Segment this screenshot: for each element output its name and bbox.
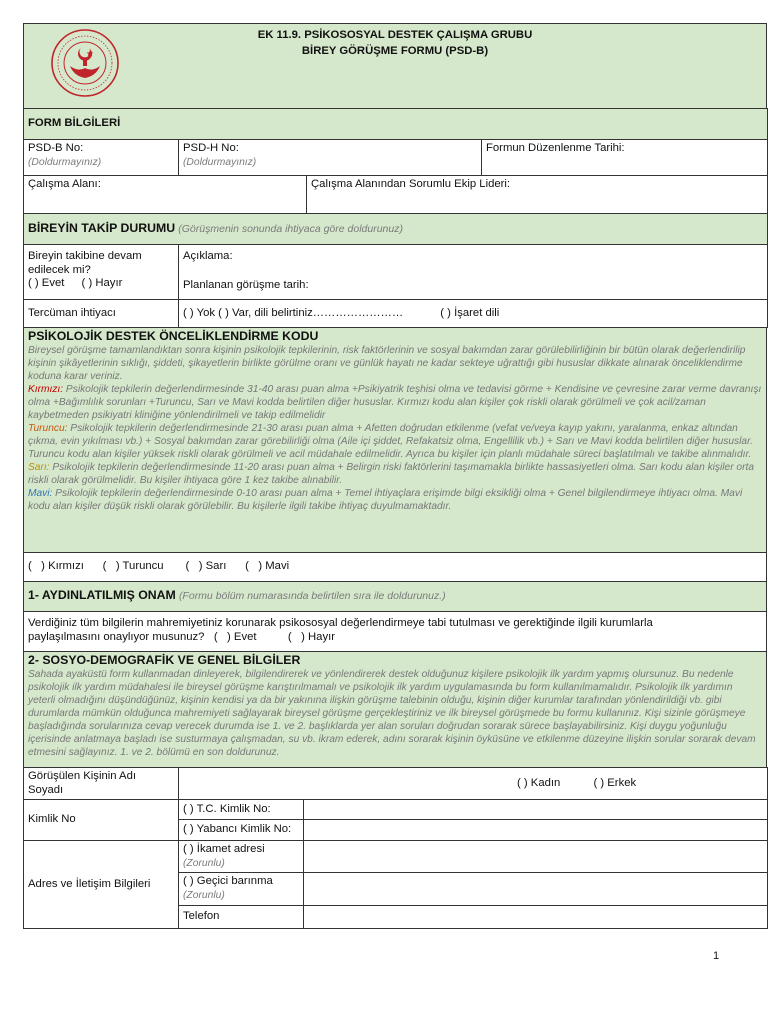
team-leader-field[interactable]: [307, 176, 768, 214]
consent-title: 1- AYDINLATILMIŞ ONAM: [28, 588, 176, 603]
socio-title: 2- SOSYO-DEMOGRAFİK VE GENEL BİLGİLER: [28, 653, 301, 667]
form-date-label: Formun Düzenlenme Tarihi:: [486, 142, 625, 154]
work-area-field[interactable]: [24, 176, 307, 214]
consent-question[interactable]: [24, 612, 767, 652]
page-number: 1: [713, 950, 720, 962]
interpreter-yes-checkbox[interactable]: ( ) Var, dili belirtiniz……………………: [218, 306, 404, 319]
follow-up-title: BİREYİN TAKİP DURUMU: [28, 220, 176, 235]
follow-up-yes-checkbox[interactable]: ( ) Evet: [28, 277, 65, 290]
form-info-table: [23, 108, 768, 176]
foreign-id-input[interactable]: [304, 820, 768, 841]
gender-male-checkbox[interactable]: ( ) Erkek: [593, 776, 637, 789]
residence-input[interactable]: [304, 841, 768, 873]
psdb-no-label: PSD-B No:: [28, 142, 84, 154]
tc-id-input[interactable]: [304, 800, 768, 820]
yellow-code-text: Psikolojik tepkilerin değerlendirmesinde 11-20 arası puan alma + Belirgin riski faktörlerini taşımamakla birlikte hassasiyetleri olma. Sarı kodu alan kişiler orta riskli olarak görülmelidir. Bu kişiler ihtiyaca göre 1 kez takibe alınabilir.: [28, 461, 754, 486]
psdh-no-field[interactable]: [179, 140, 482, 176]
consent-header: [24, 582, 767, 612]
temp-shelter-cell: [179, 873, 304, 905]
person-name-label: [24, 768, 179, 800]
person-info-table: [23, 767, 768, 929]
follow-up-table: [23, 213, 768, 328]
address-label: Adres ve İletişim Bilgileri: [24, 841, 179, 928]
socio-section: [24, 652, 767, 768]
follow-up-question-line2: edilecek mi?: [28, 263, 91, 276]
consent-text-line1: Verdiğiniz tüm bilgilerin mahremiyetiniz korunarak psikososyal değerlendirmeye tabi tutulması ve gerektiğinde ilgili kurumlarla: [28, 617, 653, 629]
follow-up-question-line1: Bireyin takibine devam: [28, 250, 142, 262]
interpreter-sign-checkbox[interactable]: ( ) İşaret dili: [440, 306, 500, 319]
explanation-label: Açıklama:: [183, 250, 233, 262]
consent-text-line2: paylaşılmasını onaylıyor musunuz? ( ) Evet ( ) Hayır: [28, 630, 335, 643]
priority-section: [24, 328, 767, 553]
follow-up-no-checkbox[interactable]: ( ) Hayır: [81, 277, 123, 290]
area-table: [23, 175, 768, 214]
psdb-no-field[interactable]: [24, 140, 179, 176]
priority-title: PSİKOLOJİK DESTEK ÖNCELİKLENDİRME KODU: [28, 329, 319, 343]
gender-female-checkbox[interactable]: ( ) Kadın: [517, 776, 561, 789]
blue-code-label: Mavi:: [28, 487, 53, 499]
id-no-label: Kimlik No: [24, 800, 179, 841]
team-leader-label: Çalışma Alanından Sorumlu Ekip Lideri:: [311, 178, 511, 190]
follow-up-note: (Görüşmenin sonunda ihtiyaca göre doldurunuz): [178, 222, 403, 235]
residence-checkbox[interactable]: ( ) İkamet adresi: [183, 843, 265, 856]
tc-id-checkbox[interactable]: ( ) T.C. Kimlik No:: [179, 800, 304, 820]
temp-shelter-checkbox[interactable]: ( ) Geçici barınma: [183, 875, 273, 888]
interpreter-options: [179, 300, 768, 328]
follow-up-details[interactable]: [179, 245, 768, 300]
red-code-label: Kırmızı:: [28, 383, 64, 395]
residence-note: (Zorunlu): [183, 857, 225, 869]
yellow-code-label: Sarı:: [28, 461, 50, 473]
phone-label: Telefon: [179, 905, 304, 928]
form-date-field[interactable]: [482, 140, 768, 176]
interview-form: [23, 23, 767, 929]
phone-input[interactable]: [304, 905, 768, 928]
ministry-logo-icon: [50, 28, 120, 98]
interpreter-label: Tercüman ihtiyacı: [24, 300, 179, 328]
consent-note: (Formu bölüm numarasında belirtilen sıra ile doldurunuz.): [178, 590, 446, 603]
psdh-no-note: (Doldurmayınız): [183, 156, 257, 168]
person-name-label-line1: Görüşülen Kişinin Adı: [28, 770, 137, 782]
priority-intro: Bireysel görüşme tamamlandıktan sonra kişinin psikolojik tepkilerinin, risk faktörlerinin ve sosyal bakımdan zarar görülebilirliğinin bir bütün olarak değerlendirilip kişinin şikâyetlerinin sıklığı, şiddeti, şikayetlerin birlikte görülme oranı ve günlük hayatı ne kadar sekteye uğrattığı gibi hususlar dikkate alınarak önceliklendirme koduna karar veriniz.: [28, 344, 746, 382]
psdh-no-label: PSD-H No:: [183, 142, 239, 154]
person-name-label-line2: Soyadı: [28, 783, 64, 796]
form-info-title: FORM BİLGİLERİ: [24, 109, 768, 140]
priority-table: [23, 327, 767, 582]
socio-paragraph: Sahada ayaküstü form kullanmadan dinleyerek, bilgilendirerek ve yönlendirerek destek olduğunuz kişilere psikolojik ilk yardım yapmış olursunuz. Bu nedenle psikolojik ilk yardım müdahalesi ile bireysel görüşme karıştırılmamalı ve psikolojik ilk yardım uygulamasında bu form kullanılmamalıdır. Psikolojik ilk yardımın yeterli olmadığını düşündüğünüz, kişinin kendisi ya da bir yakınına ilişkin görüşme talebinin olduğu, kişinin diğer kurumlar tarafından yönlendirildiği vb. gibi durumlarda mümkün olduğunca mahremiyeti sağlayarak bireysel görüşme gerçekleştiriniz ve ilk bireysel görüşmede bu formu kullanınız. Kişi sizinle görüşmeye başladığında sorularınıza cevap verecek durumda ise 1. ve 2. başlıklarda yer alan soruları doğrudan sorarak sürece başlayabilirsiniz. Kişi duygu yoğunluğu içerisinde anlatmaya başladı ise susturmaya çalışmadan, su vb. ikram ederek, adını sorarak kişinin öyküsüne ve etkilenme düzeyine ilişkin sorular sorarak devam etmesini sağlayınız. 1. ve 2. bölümü en son doldurunuz.: [28, 668, 756, 758]
work-area-label: Çalışma Alanı:: [28, 178, 101, 190]
header-cell: [24, 24, 767, 109]
person-name-field[interactable]: [179, 768, 768, 800]
priority-options[interactable]: ( ) Kırmızı ( ) Turuncu ( ) Sarı ( ) Mavi: [24, 553, 767, 582]
temp-shelter-note: (Zorunlu): [183, 889, 225, 901]
orange-code-text: Psikolojik tepkilerin değerlendirmesinde 21-30 arası puan alma + Afetten doğrudan etkilenme (vefat ve/veya kayıp yakını, yaralanma, enkaz altından çıkma, evin yıkılması vb.) + Sosyal bakımdan zarar görebilirliği olma (Aile içi şiddet, Refakatsiz olma, Engellilik vb.) + Sarı ve Mavi kodda belirtilen diğer hususlar. Turuncu kodu alan kişiler yüksek riskli olarak görülmeli ve acil müdahale edilmelidir. Ayrıca bu kişiler için planlı müdahale süreci başlatılmalı ve takibe alınmalıdır.: [28, 422, 753, 460]
red-code-text: Psikolojik tepkilerin değerlendirmesinde 31-40 arası puan alma +Psikiyatrik teşhisi olma ve tedavisi görme + Kendisine ve çevresine zarar verme davranışı olma +Bağımlılık sorunları +Turuncu, Sarı ve Mavi kodda belirtilen diğer hususlar. Kırmızı kodu alan kişiler çok riskli olarak görülmeli ve çok acil/zaman kaybetmeden psikiyatri kliniğine yönlendirilmeli ve takip edilmelidir: [28, 383, 762, 421]
planned-date-label: Planlanan görüşme tarih:: [183, 278, 309, 291]
temp-shelter-input[interactable]: [304, 873, 768, 905]
interpreter-none-checkbox[interactable]: ( ) Yok: [183, 306, 216, 319]
header-table: [23, 23, 767, 109]
blue-code-text: Psikolojik tepkilerin değerlendirmesinde 0-10 arası puan alma + Temel ihtiyaçlara erişimde bilgi eksikliği olma + Genel bilgilendirmeye ihtiyacı olma. Mavi kodu alan kişiler düşük riskli olarak görülebilir. Bu kişilerle ilgili takibe ihtiyaç duyulmamaktadır.: [28, 487, 743, 512]
form-title: BİREY GÖRÜŞME FORMU (PSD-B): [301, 45, 489, 57]
socio-table: [23, 651, 767, 768]
follow-up-question: [24, 245, 179, 300]
form-code-title: EK 11.9. PSİKOSOSYAL DESTEK ÇALIŞMA GRUBU: [257, 29, 533, 41]
consent-table: [23, 581, 767, 652]
psdb-no-note: (Doldurmayınız): [28, 156, 102, 168]
foreign-id-checkbox[interactable]: ( ) Yabancı Kimlik No:: [179, 820, 304, 841]
residence-cell: [179, 841, 304, 873]
follow-up-header: [24, 214, 768, 245]
orange-code-label: Turuncu:: [28, 422, 68, 434]
